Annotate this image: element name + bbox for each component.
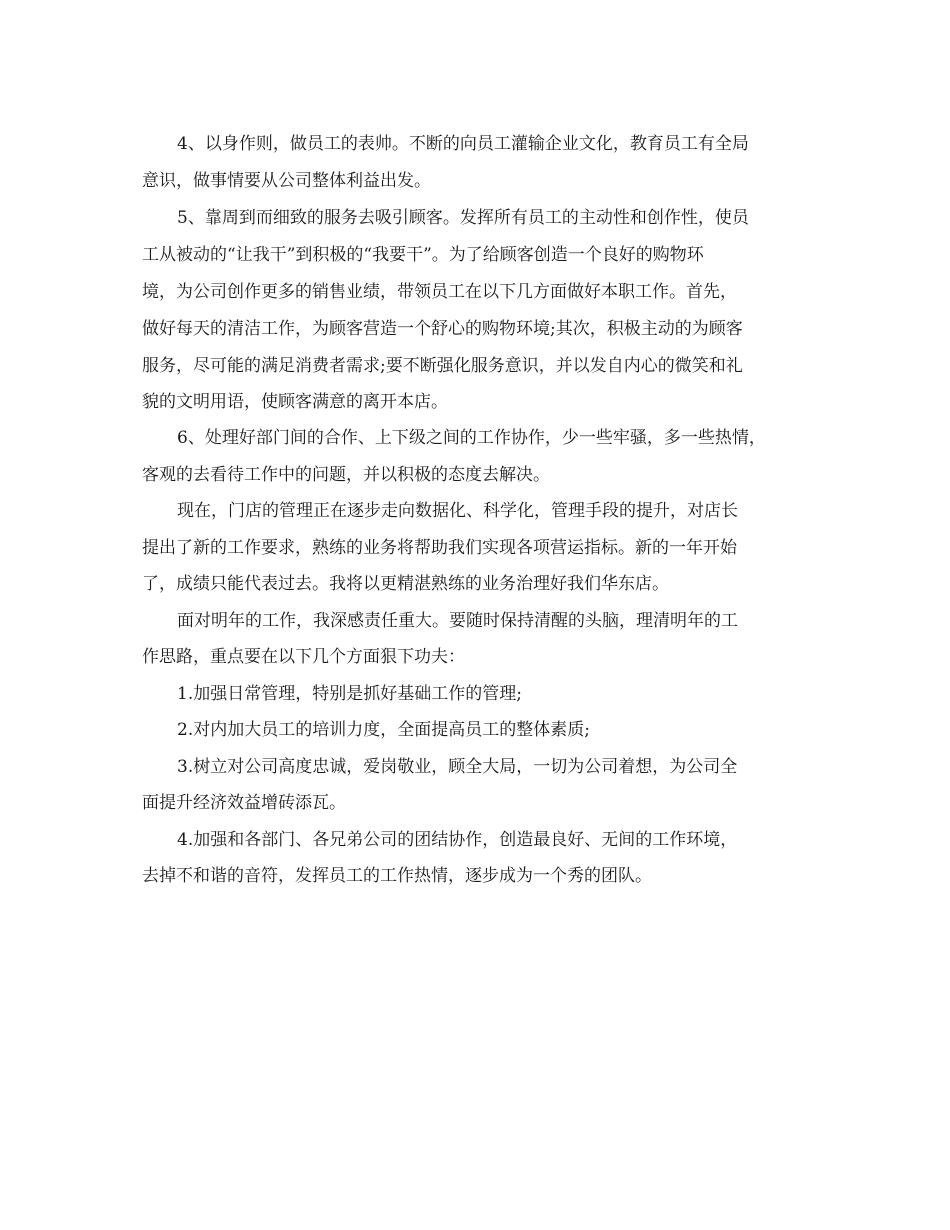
text-line: 4.加强和各部门、各兄弟公司的团结协作，创造最良好、无间的工作环境， — [177, 830, 738, 850]
text-line: 做好每天的清洁工作，为顾客营造一个舒心的购物环境;其次，积极主动的为顾客 — [142, 319, 743, 339]
text-line: 工从被动的“让我干”到积极的“我要干”。为了给顾客创造一个良好的购物环 — [142, 245, 704, 265]
text-line: 去掉不和谐的音符，发挥员工的工作热情，逐步成为一个秀的团队。 — [142, 866, 652, 886]
text-line: 客观的去看待工作中的问题，并以积极的态度去解决。 — [142, 465, 550, 485]
text-line: 2.对内加大员工的培训力度，全面提高员工的整体素质; — [177, 720, 590, 740]
text-line: 5、靠周到而细致的服务去吸引顾客。发挥所有员工的主动性和创作性，使员 — [177, 208, 749, 228]
text-line: 境，为公司创作更多的销售业绩，带领员工在以下几方面做好本职工作。首先， — [142, 282, 737, 302]
text-line: 4、以身作则，做员工的表帅。不断的向员工灌输企业文化，教育员工有全局 — [177, 134, 749, 154]
text-line: 现在，门店的管理正在逐步走向数据化、科学化，管理手段的提升，对店长 — [177, 501, 738, 521]
text-line: 6、处理好部门间的合作、上下级之间的工作协作，少一些牢骚，多一些热情， — [177, 428, 766, 448]
text-line: 提出了新的工作要求，熟练的业务将帮助我们实现各项营运指标。新的一年开始 — [142, 538, 737, 558]
text-line: 貌的文明用语，使顾客满意的离开本店。 — [142, 392, 448, 412]
text-line: 3.树立对公司高度忠诚，爱岗敬业，顾全大局，一切为公司着想，为公司全 — [177, 757, 738, 777]
text-line: 服务，尽可能的满足消费者需求;要不断强化服务意识，并以发自内心的微笑和礼 — [142, 356, 743, 376]
text-line: 了，成绩只能代表过去。我将以更精湛熟练的业务治理好我们华东店。 — [142, 574, 669, 594]
text-line: 面提升经济效益增砖添瓦。 — [142, 793, 346, 813]
text-line: 面对明年的工作，我深感责任重大。要随时保持清醒的头脑，理清明年的工 — [177, 611, 738, 631]
text-line: 作思路，重点要在以下几个方面狠下功夫： — [142, 647, 465, 667]
text-line: 1.加强日常管理，特别是抓好基础工作的管理; — [177, 684, 522, 704]
text-line: 意识，做事情要从公司整体利益出发。 — [142, 171, 431, 191]
